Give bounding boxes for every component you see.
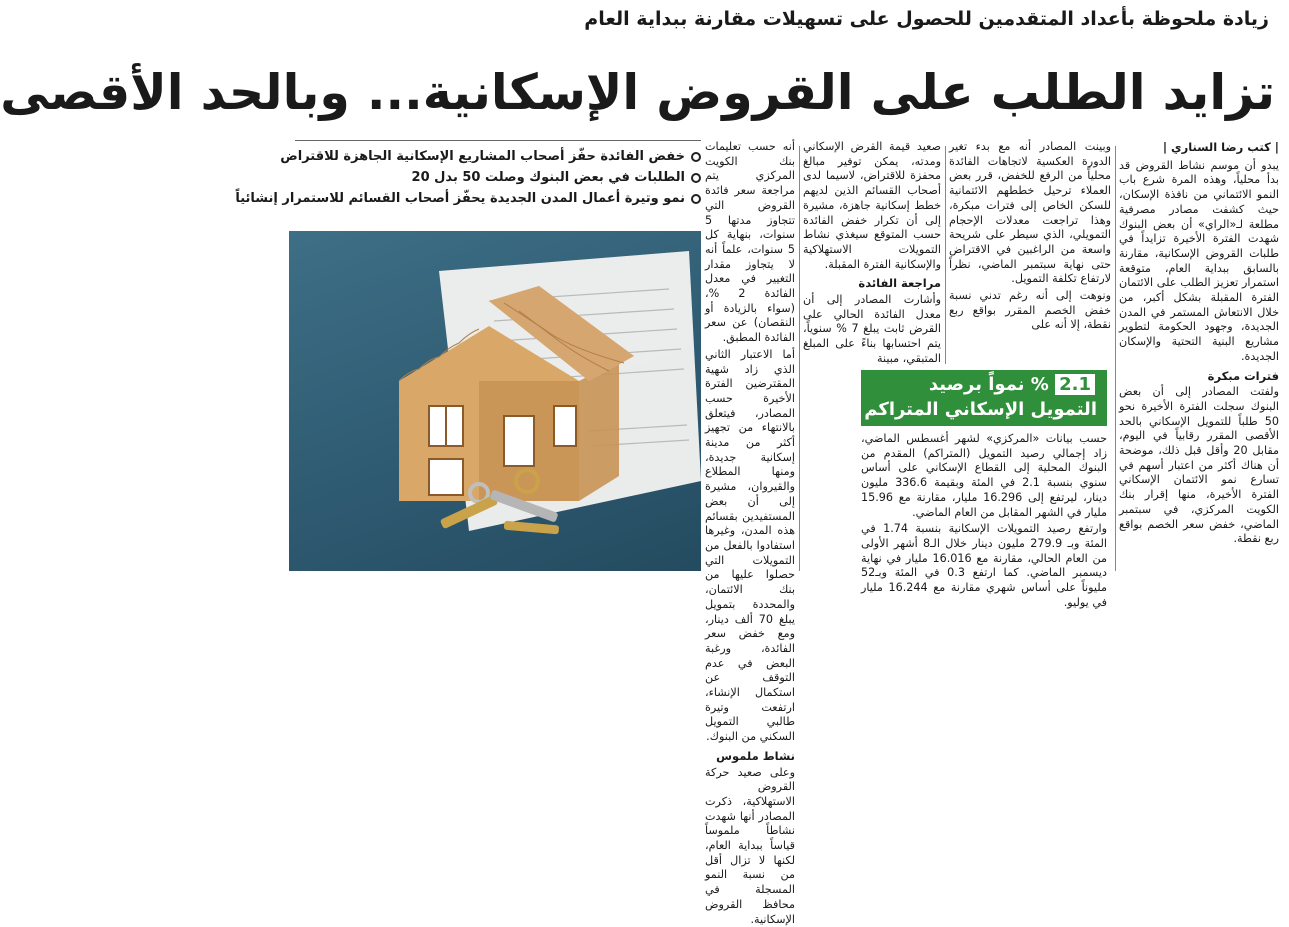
highlight-item <box>235 188 701 209</box>
paragraph: يبدو أن موسم نشاط القروض قد بدأ محلياً، وهذه المرة شرع باب النمو الائتماني من نافذة الإسكان، حيث كشفت مصادر مصرفية مطلعة لـ«الراي» أن بعض البنوك شهدت الفترة الأخيرة تزايداً في طلبات القروض الإسكانية، مقارنة بالسابق ببداية العام، متوقعة استمرار تعزيز الطلب على الائتمان الفترة المقبلة بشكل أكبر، من خلال الانتعاش المستمر في المدن الجديدة، وجهود الحكومة لتطوير مشاريع البنية التحتية والإسكان الجديدة. <box>1119 158 1279 363</box>
bullet-circle-icon <box>691 173 701 183</box>
highlight-item <box>280 146 701 167</box>
paragraph: وأشارت المصادر إلى أن معدل الفائدة الحالي على القرض ثابت يبلغ 7 % سنوياً، يتم احتسابها بناءً على المبلغ المتبقي، مبينة <box>803 293 941 365</box>
highlight-text: نمو وتيرة أعمال المدن الجديدة يحفّز أصحاب القسائم للاستمرار إنشائياً <box>235 191 685 206</box>
highlights-list <box>235 146 701 210</box>
headline-rule <box>295 140 701 141</box>
byline: | كتب رضا السناري | <box>1162 140 1279 154</box>
paragraph: ولفتت المصادر إلى أن بعض البنوك سجلت الفترة الأخيرة نحو 50 طلباً للتمويل الإسكاني بالحد الأقصى المقرر رقابياً في اليوم، مقابل 20 وأقل قبل ذلك، موضحة أن هناك أكثر من اعتبار أسهم في تسارع نمو الائتمان الإسكاني الفترة الأخيرة، منها إقرار بنك الكويت المركزي، في سبتمبر الماضي، خفض سعر الخصم بواقع ربع نقطة. <box>1119 385 1279 546</box>
house-model-icon <box>289 231 701 571</box>
headline: تزايد الطلب على القروض الإسكانية... وبالحد الأقصى <box>0 64 1275 121</box>
subheading: فترات مبكرة <box>1207 368 1279 383</box>
highlight-text: الطلبات في بعض البنوك وصلت 50 بدل 20 <box>411 170 685 185</box>
paragraph: حسب بيانات «المركزي» لشهر أغسطس الماضي، زاد إجمالي رصيد التمويل (المتراكم) المقدم من البنوك المحلية إلى القطاع الإسكاني على أساس سنوي بنسبة 2.1 في المئة وبقيمة 336.6 مليون دينار، ليرتفع إلى 16.296 مليار، مقارنة مع 15.96 مليار في الشهر المقابل من العام الماضي. <box>861 432 1107 519</box>
column-rule <box>945 146 946 364</box>
paragraph: وارتفع رصيد التمويلات الإسكانية بنسبة 1.74 في المئة وبـ 279.9 مليون دينار خلال الـ8 أشهر الأولى من العام الحالي، مقارنة مع 16.016 مليار في نهاية ديسمبر الماضي. كما ارتفع 0.3 في المئة وبـ52 مليوناً على أساس شهري مقارنة مع 16.244 مليار في يوليو. <box>861 522 1107 609</box>
stat-number: 2.1 <box>1055 374 1095 395</box>
article-column-1 <box>705 140 795 926</box>
paragraph: أنه حسب تعليمات بنك الكويت المركزي يتم مراجعة سعر فائدة القروض التي تتجاوز مدتها 5 سنوات، بنهاية كل 5 سنوات، علماً أنه لا يتجاوز مقدار التغيير في معدل الفائدة 2 %، (سواء بالزيادة أو النقصان) عن سعر الفائدة المطبق. <box>705 140 795 345</box>
paragraph: وعلى صعيد حركة القروض الاستهلاكية، ذكرت المصادر أنها شهدت نشاطاً ملموساً قياساً ببداية العام، لكنها لا تزال أقل من نسبة النمو المسجلة في محافظ القروض الإسكانية. <box>705 765 795 926</box>
stat-highlight-box <box>861 370 1107 426</box>
highlight-text: خفض الفائدة حفّز أصحاب المشاريع الإسكانية الجاهزة للاقتراض <box>280 149 685 164</box>
house-keys-photo <box>289 231 701 571</box>
article-column-3 <box>949 140 1111 366</box>
stat-line-2: التمويل الإسكاني المتراكم <box>864 399 1097 420</box>
article-column-4 <box>1119 140 1279 571</box>
bullet-circle-icon <box>691 152 701 162</box>
highlight-item <box>295 167 701 188</box>
stat-unit-text: % نمواً برصيد <box>928 374 1049 395</box>
bullet-circle-icon <box>691 194 701 204</box>
article-column-2 <box>803 140 941 366</box>
subheading: مراجعة الفائدة <box>858 276 941 291</box>
paragraph: ونوهت إلى أنه رغم تدني نسبة خفض الخصم المقرر بواقع ربع نقطة، إلا أنه على <box>949 289 1111 332</box>
paragraph: وبينت المصادر أنه مع بدء تغير الدورة العكسية لاتجاهات الفائدة محلياً من الرفع للخفض، قرر بعض العملاء ترحيل خططهم الائتمانية للسكن الخاص إلى فترات مبكرة، وهذا تراجعت معدلات الإحجام التمويلي، الذي سيطر على شريحة واسعة من الراغبين في الاقتراض حتى نهاية سبتمبر الماضي، نظراً لارتفاع تكلفة التمويل. <box>949 140 1111 286</box>
subheading: نشاط ملموس <box>716 748 795 763</box>
column-rule <box>1115 146 1116 571</box>
paragraph: أما الاعتبار الثاني الذي زاد شهية المقترضين الفترة الأخيرة حسب المصادر، فيتعلق بالانتهاء من تجهيز أكثر من مدينة إسكانية جديدة، ومنها المطلاع والقيروان، مشيرة إلى أن بعض المستفيدين بقسائم هذه المدن، وغيرها استفادوا بالفعل من التمويلات التي حصلوا عليها من بنك الائتمان، والمحددة بتمويل يبلغ 70 ألف دينار، ومع خفض سعر الفائدة، ورغبة البعض في عدم التوقف عن استكمال الإنشاء، ارتفعت وتيرة طالبي التمويل السكني من البنوك. <box>705 347 795 744</box>
kicker: زيادة ملحوظة بأعداد المتقدمين للحصول على تسهيلات مقارنة ببداية العام <box>584 8 1269 30</box>
stat-line-1 <box>869 374 1097 395</box>
column-rule <box>799 146 800 571</box>
paragraph: صعيد قيمة القرض الإسكاني ومدته، يمكن توفير مبالغ محفزة للاقتراض، لاسيما لدى أصحاب القسائم الذين لديهم خطط إسكانية جاهزة، مشيرة إلى أن تكرار خفض الفائدة حسب المتوقع سيغذي نشاط التمويلات الاستهلاكية والإسكانية الفترة المقبلة. <box>803 140 941 271</box>
article-column-stat <box>861 432 1107 609</box>
